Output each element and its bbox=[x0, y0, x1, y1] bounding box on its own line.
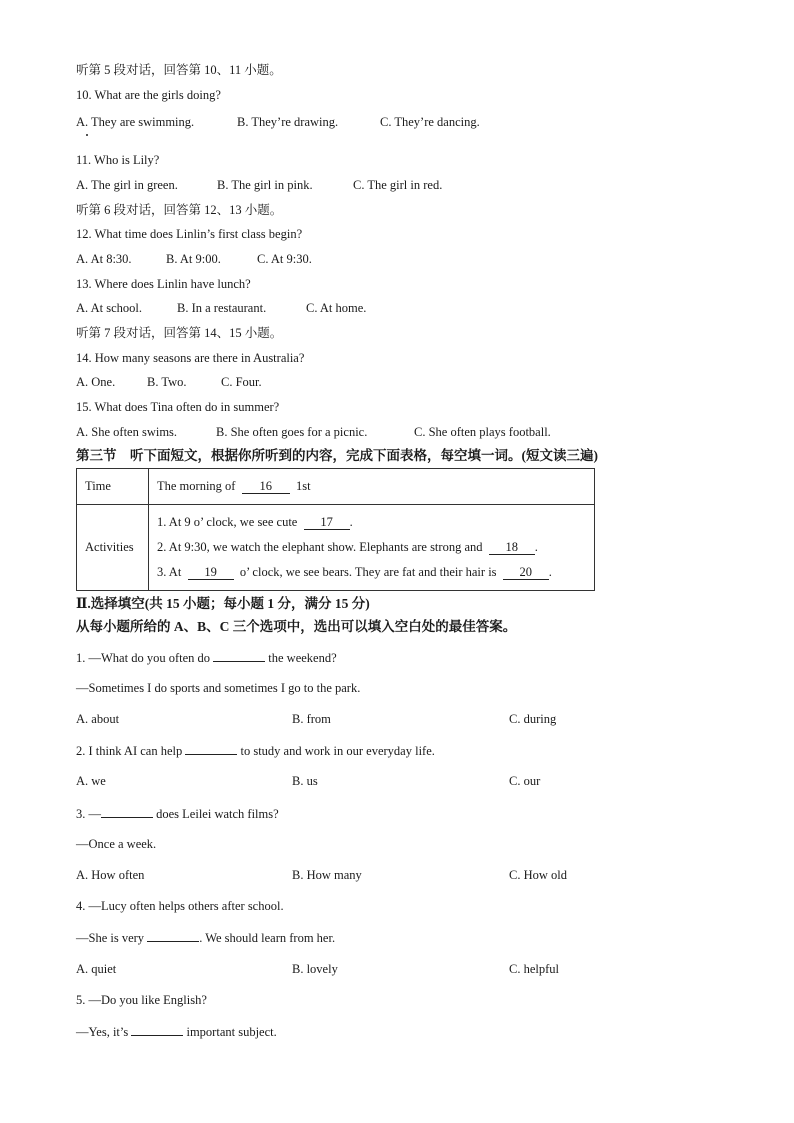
mc-q3-line2: —Once a week. bbox=[76, 837, 157, 851]
activity-3-start: 3. At bbox=[157, 565, 182, 579]
activity-2-text: 2. At 9:30, we watch the elephant show. Elephants are strong and bbox=[157, 540, 483, 554]
q14-stem: 14. How many seasons are there in Australia? bbox=[76, 351, 305, 365]
activity-table bbox=[76, 468, 595, 591]
mc-q2-option-b[interactable]: B. us bbox=[292, 774, 318, 788]
blank-17[interactable]: 17 bbox=[304, 516, 350, 530]
q10-option-a[interactable]: A. They are swimming. bbox=[76, 115, 195, 129]
mc-q3-pre: 3. — bbox=[76, 807, 101, 821]
mc-q2-post: to study and work in our everyday life. bbox=[240, 744, 435, 758]
activities-label: Activities bbox=[77, 505, 149, 591]
mc-q1-option-c[interactable]: C. during bbox=[509, 712, 557, 726]
mc-q1-line1 bbox=[76, 649, 337, 666]
blank-18[interactable]: 18 bbox=[489, 541, 535, 555]
q13-stem: 13. Where does Linlin have lunch? bbox=[76, 277, 251, 291]
part6-header: 听第 6 段对话，回答第 12、13 小题。 bbox=[76, 203, 283, 217]
q14-option-a[interactable]: A. One. bbox=[76, 375, 116, 389]
activity-1-end: . bbox=[349, 515, 353, 529]
activities-value bbox=[149, 505, 595, 591]
q12-option-c[interactable]: C. At 9:30. bbox=[257, 252, 312, 266]
mc-q1-pre: 1. —What do you often do bbox=[76, 651, 211, 665]
mc-q2-option-a[interactable]: A. we bbox=[76, 774, 106, 788]
mc-q2-option-c[interactable]: C. our bbox=[509, 774, 541, 788]
q15-option-c[interactable]: C. She often plays football. bbox=[414, 425, 551, 439]
section2-title: Ⅱ.选择填空(共 15 小题；每小题 1 分，满分 15 分) bbox=[76, 596, 370, 611]
q14-option-c[interactable]: C. Four. bbox=[221, 375, 262, 389]
mc-q2-pre: 2. I think AI can help bbox=[76, 744, 183, 758]
mc-q4-option-b[interactable]: B. lovely bbox=[292, 962, 338, 976]
q13-option-b[interactable]: B. In a restaurant. bbox=[177, 301, 267, 315]
mc-q5-post: important subject. bbox=[186, 1025, 277, 1039]
q10-option-b[interactable]: B. They’re drawing. bbox=[237, 115, 339, 129]
mc-q2-line1 bbox=[76, 742, 435, 759]
q12-stem: 12. What time does Linlin’s first class begin? bbox=[76, 227, 303, 241]
mc-q4-post: . We should learn from her. bbox=[199, 931, 336, 945]
q10-stem: 10. What are the girls doing? bbox=[76, 88, 221, 102]
q11-options bbox=[76, 177, 442, 193]
mc-q3-line1 bbox=[76, 805, 279, 822]
time-label: Time bbox=[77, 469, 149, 505]
mc-q1-post: the weekend? bbox=[268, 651, 337, 665]
q12-option-a[interactable]: A. At 8:30. bbox=[76, 252, 132, 266]
q13-options bbox=[76, 300, 366, 316]
mc-q3-options bbox=[76, 867, 567, 883]
mc-q1-options bbox=[76, 711, 556, 727]
activity-line-1 bbox=[157, 510, 586, 535]
q10-option-c[interactable]: C. They’re dancing. bbox=[380, 115, 480, 129]
mc-q1-option-b[interactable]: B. from bbox=[292, 712, 331, 726]
activity-3-mid: o’ clock, we see bears. They are fat and their hair is bbox=[239, 565, 497, 579]
q15-options bbox=[76, 424, 551, 440]
mc-q2-options bbox=[76, 773, 540, 789]
time-post: 1st bbox=[295, 479, 311, 493]
mc-q5-pre: —Yes, it’s bbox=[76, 1025, 129, 1039]
activity-2-end: . bbox=[534, 540, 538, 554]
mc-q3-option-c[interactable]: C. How old bbox=[509, 868, 567, 882]
stray-dot bbox=[86, 134, 88, 136]
section3-title: 第三节 听下面短文，根据你所听到的内容，完成下面表格，每空填一词。(短文读三遍) bbox=[76, 448, 598, 463]
mc-q4-option-a[interactable]: A. quiet bbox=[76, 962, 117, 976]
part5-header: 听第 5 段对话，回答第 10、11 小题。 bbox=[76, 63, 282, 77]
time-pre: The morning of bbox=[157, 479, 236, 493]
blank-16[interactable]: 16 bbox=[242, 480, 290, 494]
mc-q1-line2: —Sometimes I do sports and sometimes I go to the park. bbox=[76, 681, 361, 695]
q11-stem: 11. Who is Lily? bbox=[76, 153, 160, 167]
section2-instruction: 从每小题所给的 A、B、C 三个选项中，选出可以填入空白处的最佳答案。 bbox=[76, 619, 517, 634]
mc-q5-line1: 5. —Do you like English? bbox=[76, 993, 207, 1007]
q15-option-b[interactable]: B. She often goes for a picnic. bbox=[216, 425, 368, 439]
activity-line-3 bbox=[157, 560, 586, 585]
q15-stem: 15. What does Tina often do in summer? bbox=[76, 400, 280, 414]
mc-q3-post: does Leilei watch films? bbox=[156, 807, 279, 821]
q12-options bbox=[76, 251, 312, 267]
table-row-time bbox=[77, 469, 595, 505]
q13-option-c[interactable]: C. At home. bbox=[306, 301, 367, 315]
activity-line-2 bbox=[157, 535, 586, 560]
mc-q3-option-b[interactable]: B. How many bbox=[292, 868, 362, 882]
activity-3-end: . bbox=[548, 565, 552, 579]
mc-q4-option-c[interactable]: C. helpful bbox=[509, 962, 559, 976]
mc-q5-line2 bbox=[76, 1023, 277, 1040]
mc-q4-line2 bbox=[76, 929, 335, 946]
q11-option-a[interactable]: A. The girl in green. bbox=[76, 178, 178, 192]
mc-q4-blank[interactable] bbox=[147, 929, 199, 942]
mc-q5-blank[interactable] bbox=[131, 1023, 183, 1036]
mc-q4-pre: —She is very bbox=[76, 931, 145, 945]
q11-option-c[interactable]: C. The girl in red. bbox=[353, 178, 443, 192]
part7-header: 听第 7 段对话，回答第 14、15 小题。 bbox=[76, 326, 283, 340]
mc-q1-blank[interactable] bbox=[213, 649, 265, 662]
q12-option-b[interactable]: B. At 9:00. bbox=[166, 252, 221, 266]
time-value bbox=[149, 469, 595, 505]
q14-option-b[interactable]: B. Two. bbox=[147, 375, 187, 389]
q11-option-b[interactable]: B. The girl in pink. bbox=[217, 178, 313, 192]
mc-q3-option-a[interactable]: A. How often bbox=[76, 868, 145, 882]
blank-20[interactable]: 20 bbox=[503, 566, 549, 580]
mc-q1-option-a[interactable]: A. about bbox=[76, 712, 120, 726]
q14-options bbox=[76, 374, 262, 390]
q13-option-a[interactable]: A. At school. bbox=[76, 301, 142, 315]
q15-option-a[interactable]: A. She often swims. bbox=[76, 425, 178, 439]
table-row-activities bbox=[77, 505, 595, 591]
q10-options bbox=[76, 114, 480, 130]
mc-q4-line1: 4. —Lucy often helps others after school. bbox=[76, 899, 284, 913]
mc-q3-blank[interactable] bbox=[101, 805, 153, 818]
mc-q2-blank[interactable] bbox=[185, 742, 237, 755]
activity-1-text: 1. At 9 o’ clock, we see cute bbox=[157, 515, 298, 529]
mc-q4-options bbox=[76, 961, 559, 977]
blank-19[interactable]: 19 bbox=[188, 566, 234, 580]
